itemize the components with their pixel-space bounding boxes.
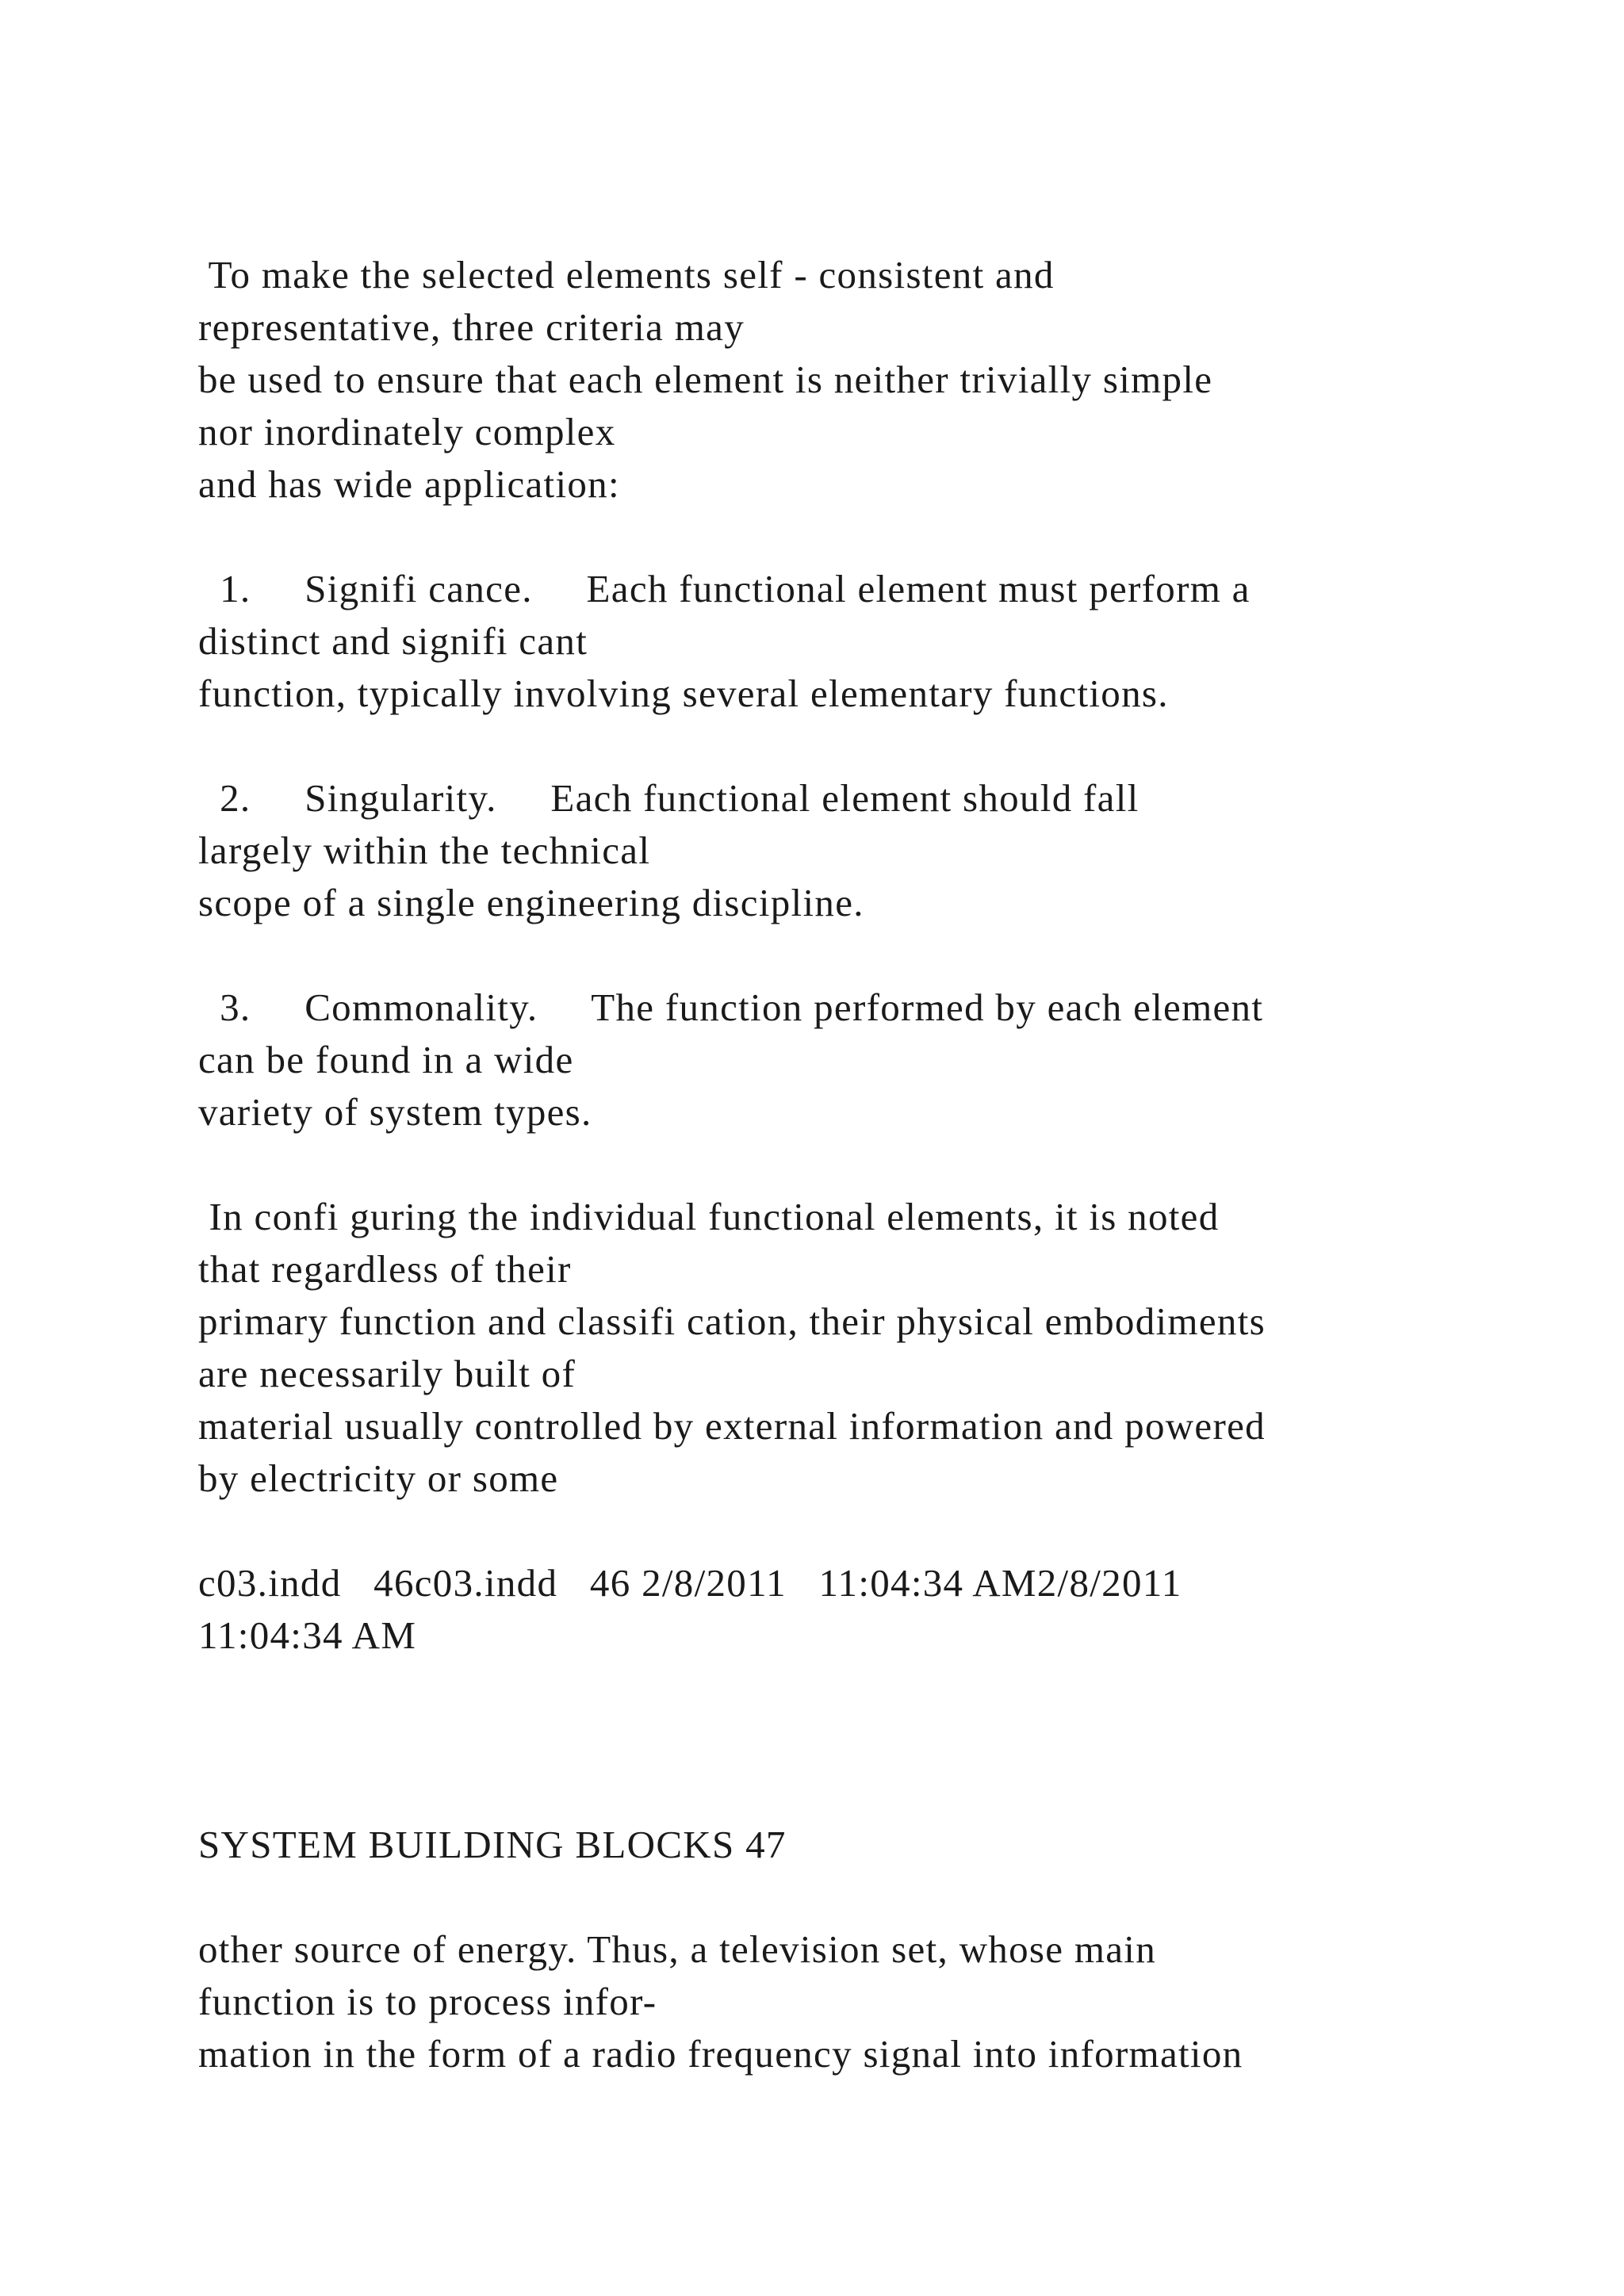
text-line: material usually controlled by external information and powered	[198, 1404, 1266, 1448]
text-line: are necessarily built of	[198, 1352, 576, 1395]
configuring-paragraph	[198, 1191, 1507, 1505]
text-line: that regardless of their	[198, 1247, 572, 1291]
paragraph-spacer	[198, 1505, 1507, 1557]
paragraph-spacer	[198, 1871, 1507, 1923]
file-stamp	[198, 1557, 1507, 1662]
text-line: mation in the form of a radio frequency signal into information	[198, 2032, 1243, 2076]
paragraph-spacer	[198, 929, 1507, 982]
paragraph-spacer	[198, 1138, 1507, 1191]
text-line: distinct and signifi cant	[198, 619, 588, 663]
text-line: variety of system types.	[198, 1090, 592, 1134]
text-line: primary function and classifi cation, their physical embodiments	[198, 1299, 1266, 1343]
text-line: other source of energy. Thus, a television set, whose main	[198, 1927, 1157, 1971]
text-line: 11:04:34 AM	[198, 1613, 417, 1657]
paragraph-spacer	[198, 511, 1507, 563]
text-line: nor inordinately complex	[198, 410, 616, 453]
text-line: and has wide application:	[198, 462, 620, 506]
text-line: be used to ensure that each element is neither trivially simple	[198, 358, 1213, 401]
criterion-commonality	[198, 982, 1507, 1138]
text-line: 3. Commonality. The function performed by each element	[198, 985, 1264, 1029]
intro-paragraph	[198, 249, 1507, 511]
continuation-paragraph	[198, 1923, 1507, 2080]
text-line: 2. Singularity. Each functional element should fall	[198, 776, 1139, 820]
text-line: by electricity or some	[198, 1456, 559, 1500]
text-line: 1. Signifi cance. Each functional element must perform a	[198, 567, 1251, 610]
paragraph-spacer	[198, 720, 1507, 772]
text-line: In confi guring the individual functional elements, it is noted	[198, 1195, 1220, 1238]
text-line: largely within the technical	[198, 828, 651, 872]
text-line: function is to process infor-	[198, 1980, 657, 2023]
page-break-spacer	[198, 1662, 1507, 1819]
text-line: c03.indd 46c03.indd 46 2/8/2011 11:04:34 AM2/8/2011	[198, 1561, 1182, 1605]
criterion-singularity	[198, 772, 1507, 929]
text-line: function, typically involving several elementary functions.	[198, 672, 1169, 715]
text-line: can be found in a wide	[198, 1038, 574, 1081]
criterion-significance	[198, 563, 1507, 720]
running-header: SYSTEM BUILDING BLOCKS 47	[198, 1823, 787, 1866]
text-line: To make the selected elements self - consistent and	[198, 253, 1055, 297]
document-page	[198, 249, 1507, 2080]
text-line: representative, three criteria may	[198, 305, 745, 349]
text-line: scope of a single engineering discipline.	[198, 881, 864, 924]
